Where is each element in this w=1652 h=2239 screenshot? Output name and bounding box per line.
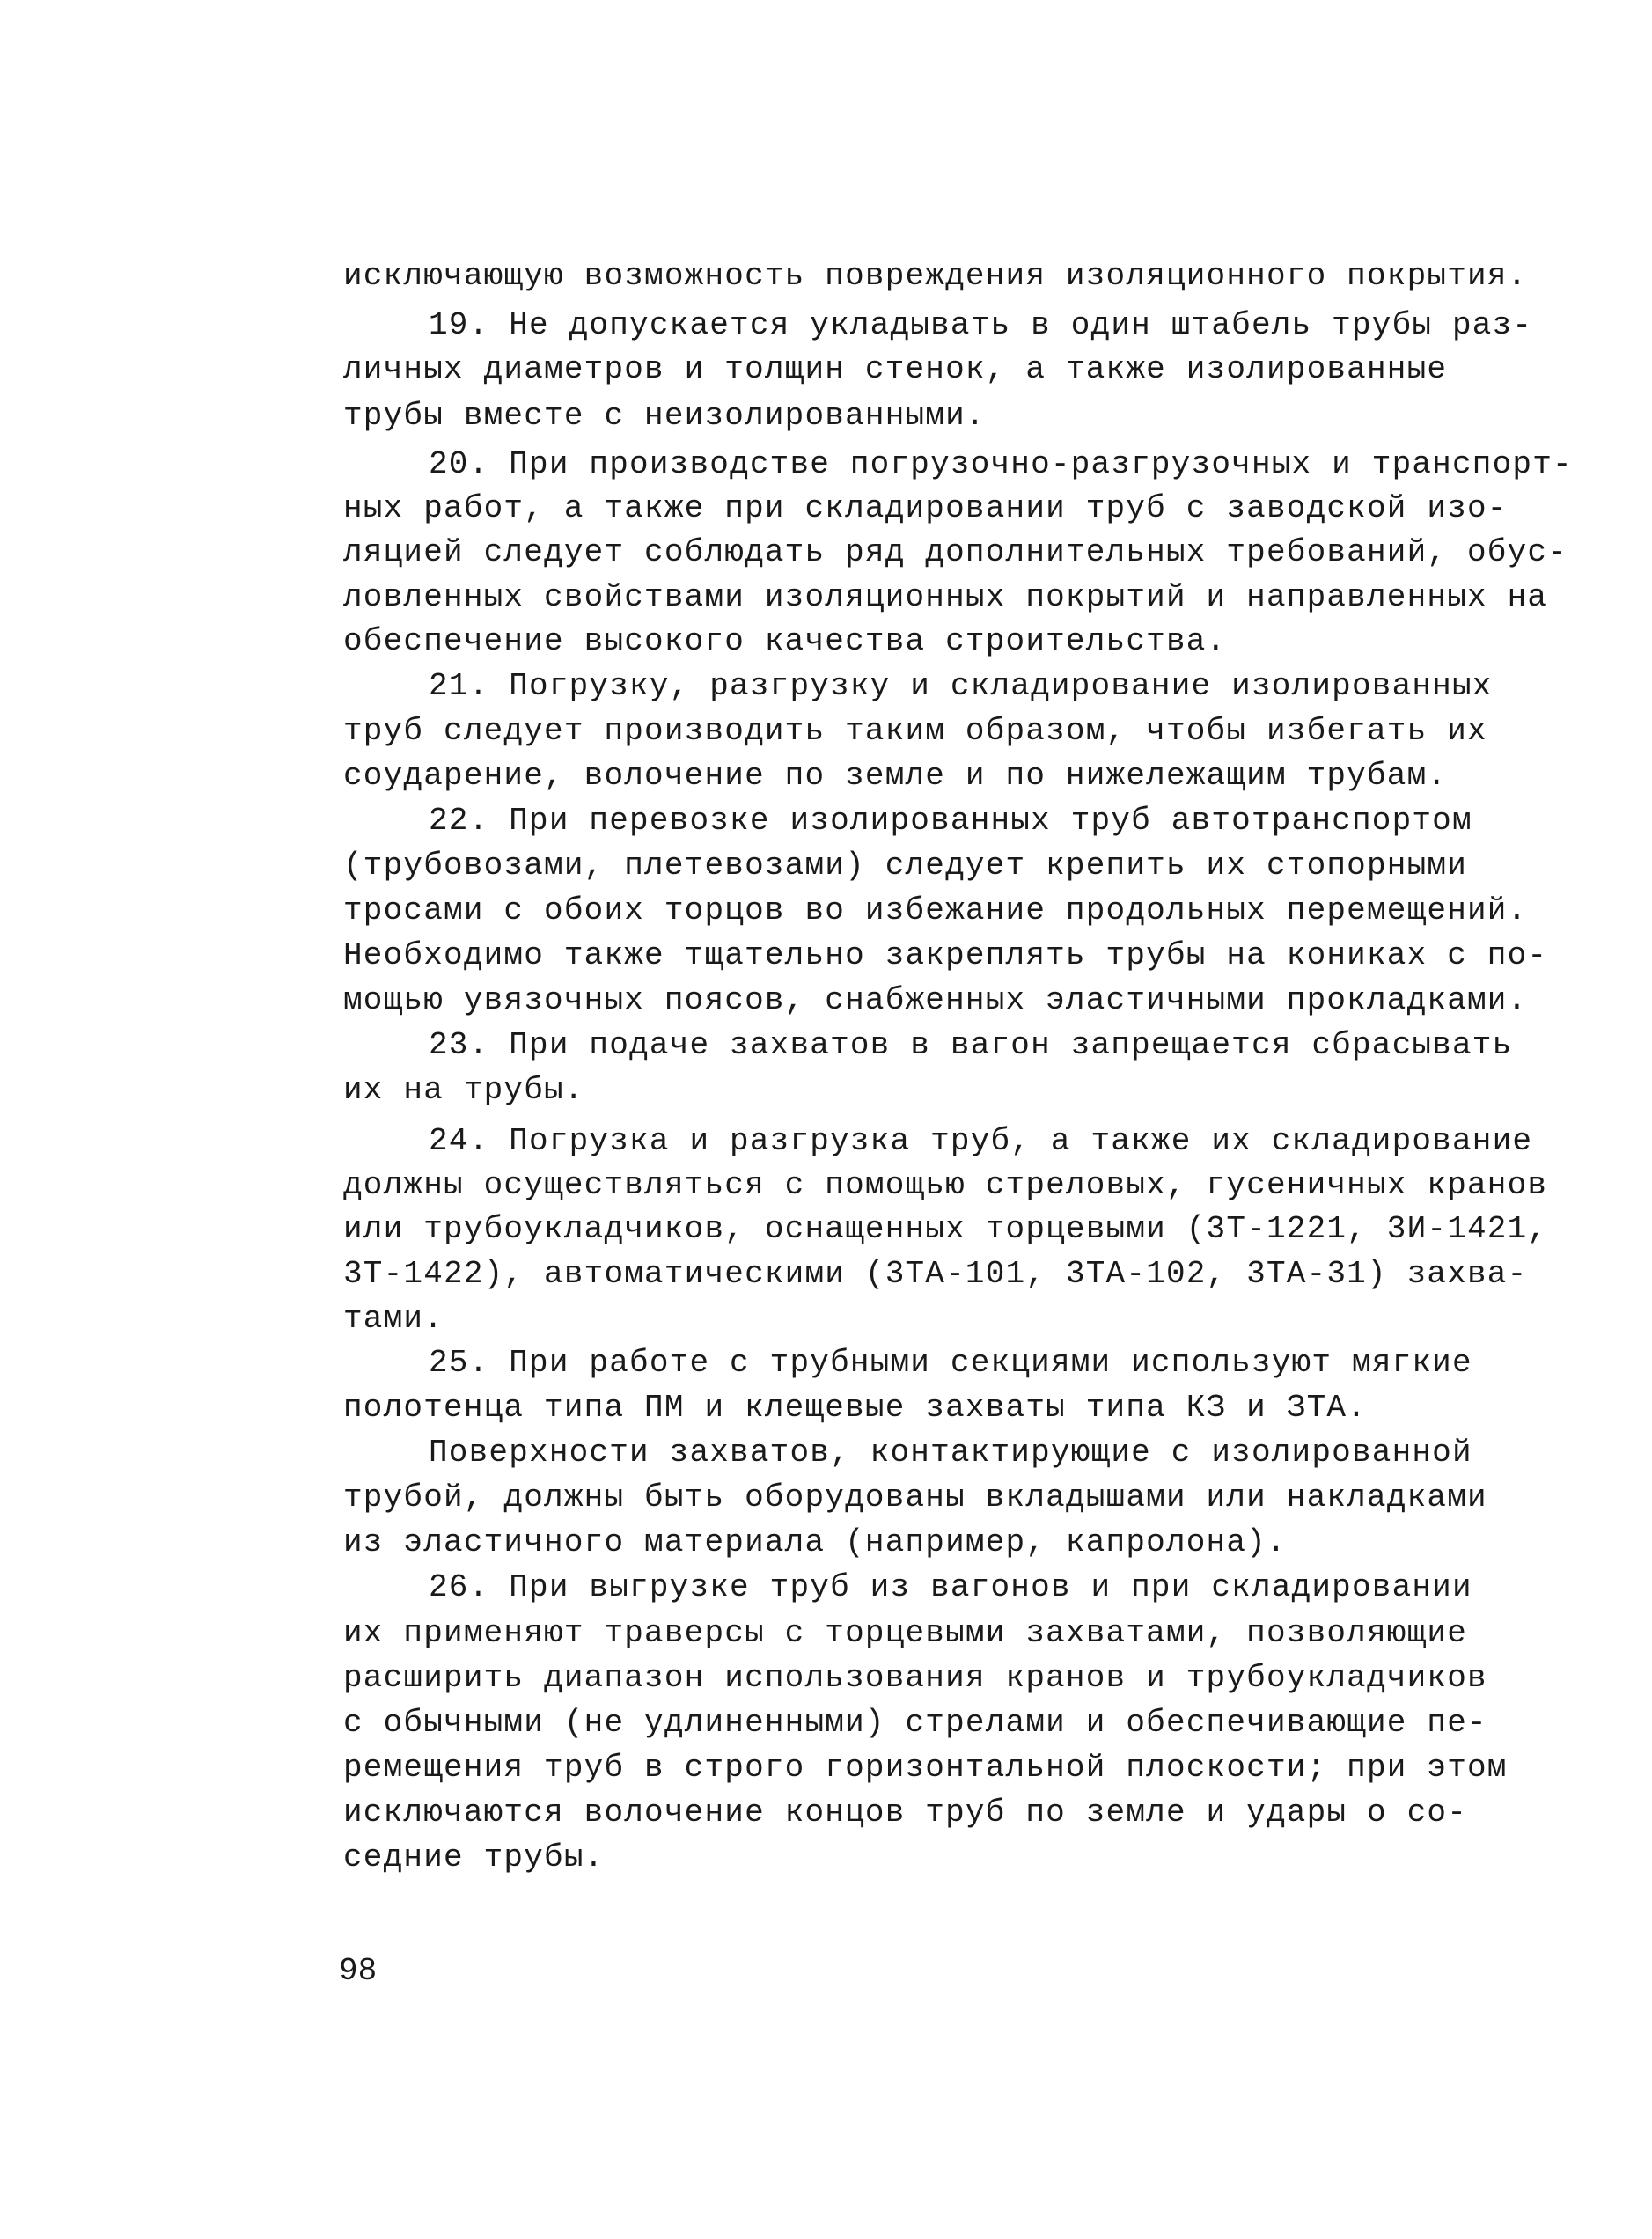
text-line: Необходимо также тщательно закреплять трубы на кониках с по-: [343, 937, 1548, 973]
text-line: личных диаметров и толщин стенок, а также изолированные: [343, 351, 1448, 387]
text-line: 24. Погрузка и разгрузка труб, а также их складирование: [429, 1123, 1533, 1159]
text-line: 20. При производстве погрузочно-разгрузочных и транспорт-: [429, 446, 1573, 482]
text-line: с обычными (не удлиненными) стрелами и обеспечивающие пе-: [343, 1705, 1487, 1741]
text-line: 22. При перевозке изолированных труб автотранспортом: [429, 803, 1472, 839]
text-line: тросами с обоих торцов во избежание продольных перемещений.: [343, 892, 1528, 929]
text-line: исключающую возможность повреждения изоляционного покрытия.: [343, 258, 1528, 294]
text-line: тами.: [343, 1301, 444, 1337]
text-line: 23. При подаче захватов в вагон запрещается сбрасывать: [429, 1027, 1513, 1063]
text-line: (трубовозами, плетевозами) следует крепить их стопорными: [343, 848, 1467, 884]
text-line: соударение, волочение по земле и по нижележащим трубам.: [343, 758, 1448, 794]
text-line: трубы вместе с неизолированными.: [343, 398, 986, 434]
text-line: полотенца типа ПМ и клещевые захваты типа КЗ и ЗТА.: [343, 1390, 1367, 1426]
text-line: из эластичного материала (например, капролона).: [343, 1524, 1287, 1560]
text-line: мощью увязочных поясов, снабженных эластичными прокладками.: [343, 982, 1528, 1018]
text-line: ловленных свойствами изоляционных покрытий и направленных на: [343, 579, 1548, 615]
text-line: 26. При выгрузке труб из вагонов и при складировании: [429, 1569, 1472, 1605]
text-line: исключаются волочение концов труб по земле и удары о со-: [343, 1795, 1467, 1831]
text-line: Поверхности захватов, контактирующие с изолированной: [429, 1435, 1472, 1471]
text-line: должны осуществляться с помощью стреловых, гусеничных кранов: [343, 1167, 1548, 1203]
text-line: или трубоукладчиков, оснащенных торцевыми (3Т-1221, 3И-1421,: [343, 1211, 1548, 1247]
text-line: трубой, должны быть оборудованы вкладышами или накладками: [343, 1479, 1487, 1516]
text-line: их на трубы.: [343, 1072, 584, 1108]
text-line: 3Т-1422), автоматическими (3ТА-101, 3ТА-102, 3ТА-31) захва-: [343, 1256, 1528, 1292]
text-line: 25. При работе с трубными секциями используют мягкие: [429, 1345, 1472, 1381]
text-line: расширить диапазон использования кранов и трубоукладчиков: [343, 1660, 1487, 1696]
text-line: седние трубы.: [343, 1839, 605, 1876]
text-line: ляцией следует соблюдать ряд дополнительных требований, обус-: [343, 534, 1568, 570]
text-line: 21. Погрузку, разгрузку и складирование изолированных: [429, 668, 1493, 704]
text-line: ных работ, а также при складировании труб с заводской изо-: [343, 490, 1508, 526]
text-line: труб следует производить таким образом, чтобы избегать их: [343, 713, 1487, 749]
text-line: ремещения труб в строго горизонтальной плоскости; при этом: [343, 1750, 1508, 1786]
text-line: их применяют траверсы с торцевыми захватами, позволяющие: [343, 1615, 1467, 1651]
page-number: 98: [339, 1953, 378, 1989]
text-line: обеспечение высокого качества строительства.: [343, 623, 1227, 659]
text-line: 19. Не допускается укладывать в один штабель трубы раз-: [429, 307, 1533, 343]
